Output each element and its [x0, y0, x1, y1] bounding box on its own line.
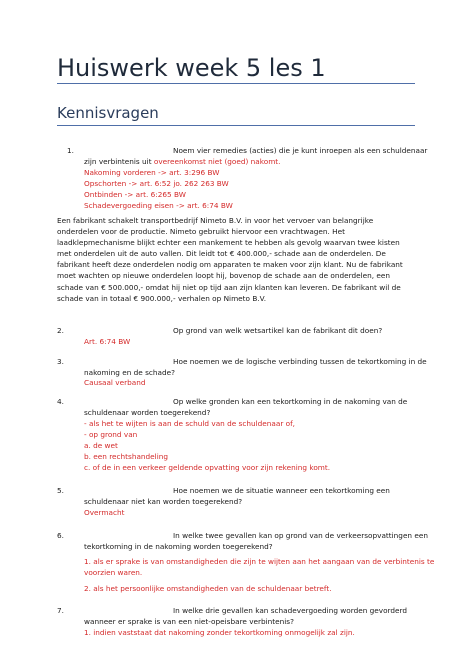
question-2-number: 2. — [57, 326, 64, 335]
question-2-text: Op grond van welk wetsartikel kan de fabrikant dit doen? — [173, 326, 383, 335]
question-7-line2: wanneer er sprake is van een niet-opeisbare verbintenis? — [84, 617, 294, 626]
question-4-line2: schuldenaar worden toegerekend? — [84, 408, 211, 417]
question-3-line1: Hoe noemen we de logische verbinding tussen de tekortkoming in de — [173, 357, 427, 366]
section-underline — [57, 125, 415, 126]
question-1-answer-2: Opschorten -> art. 6:52 jo. 262 263 BW — [84, 179, 229, 188]
question-1-answer-4: Schadevergoeding eisen -> art. 6:74 BW — [84, 201, 233, 210]
question-4-number: 4. — [57, 397, 64, 406]
question-1-line2-highlight: overeenkomst niet (goed) nakomt. — [153, 157, 281, 166]
case-paragraph: Een fabrikant schakelt transportbedrijf Nimeto B.V. in voor het vervoer van belangrijke onderdelen voor de productie. Nimeto gebruikt hiervoor een vrachtwagen. Het laadklepmechanisme blijkt echter een mankement te hebben als gevolg waarvan twee kisten met onderdelen uit de auto vallen. Dit leidt tot € 400.000,- schade aan de onderdelen. De fabrikant heeft deze onderdelen nodig om apparaten te maken voor zijn klant. Nu de fabrikant moet wachten op nieuwe onderdelen loopt hij, bovenop de schade aan de onderdelen, een schade van € 500.000,- omdat hij niet op tijd aan zijn klanten kan leveren. De fabrikant wil de schade van in totaal € 900.000,- verhalen op Nimeto B.V. — [57, 216, 403, 303]
question-6-line1: In welke twee gevallen kan op grond van de verkeersopvattingen een — [173, 531, 428, 540]
question-5-line2: schuldenaar niet kan worden toegerekend? — [84, 497, 243, 506]
question-5-answer: Overmacht — [84, 508, 125, 517]
question-1-line1: Noem vier remedies (acties) die je kunt inroepen als een schuldenaar — [173, 146, 428, 155]
question-6-answer-1b: voorzien waren. — [84, 568, 143, 577]
question-4-answer-1: - als het te wijten is aan de schuld van de schuldenaar of, — [84, 419, 295, 428]
question-7-line1: In welke drie gevallen kan schadevergoeding worden gevorderd — [173, 606, 408, 615]
question-6-line2: tekortkoming in de nakoming worden toegerekend? — [84, 542, 273, 551]
question-4-answer-5: c. of de in een verkeer geldende opvatting voor zijn rekening komt. — [84, 463, 331, 472]
question-5-number: 5. — [57, 486, 64, 495]
document-title: Huiswerk week 5 les 1 — [57, 54, 326, 82]
question-7-answer: 1. indien vaststaat dat nakoming zonder tekortkoming onmogelijk zal zijn. — [84, 628, 355, 637]
question-1-answer-3: Ontbinden -> art. 6:265 BW — [84, 190, 186, 199]
question-1-answer-1: Nakoming vorderen -> art. 3:296 BW — [84, 168, 220, 177]
question-7-number: 7. — [57, 606, 64, 615]
question-1-line2 — [84, 157, 281, 167]
question-3-line2: nakoming en de schade? — [84, 368, 176, 377]
question-3-answer: Causaal verband — [84, 378, 146, 387]
question-4-answer-3: a. de wet — [84, 441, 118, 450]
question-6-answer-1a: 1. als er sprake is van omstandigheden die zijn te wijten aan het aangaan van de verbintenis te — [84, 557, 435, 566]
question-4-answer-2: - op grond van — [84, 430, 138, 439]
question-1-line2-text: zijn verbintenis uit — [84, 157, 154, 166]
title-underline — [57, 83, 415, 84]
question-5-line1: Hoe noemen we de situatie wanneer een tekortkoming een — [173, 486, 390, 495]
question-4-line1: Op welke gronden kan een tekortkoming in de nakoming van de — [173, 397, 408, 406]
question-1-number: 1. — [67, 146, 74, 155]
question-2-answer: Art. 6:74 BW — [84, 337, 131, 346]
question-4-answer-4: b. een rechtshandeling — [84, 452, 168, 461]
question-3-number: 3. — [57, 357, 64, 366]
question-6-number: 6. — [57, 531, 64, 540]
section-heading: Kennisvragen — [57, 104, 159, 122]
question-6-answer-2: 2. als het persoonlijke omstandigheden van de schuldenaar betreft. — [84, 584, 332, 593]
